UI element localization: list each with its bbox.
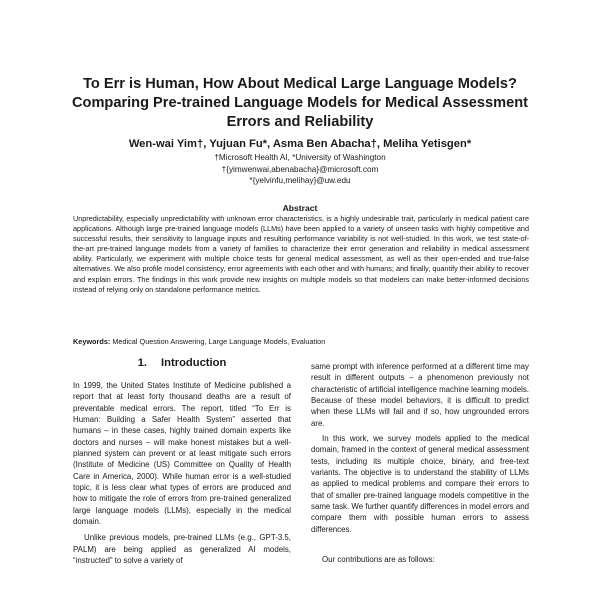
keywords-list: Medical Question Answering, Large Language Models, Evaluation xyxy=(112,337,326,346)
abstract-text: Unpredictability, especially unpredictability with unknown error characteristics, is a highly undesirable trait, particularly in medical patient care applications. Although large pre-trained language models (LLMs) have been applied to a variety of unseen tasks with highly competitive and successful results, their sensitivity to language inputs and resulting performance variability is not well-studied. In this work, we test state-of-the-art pre-trained language models from a variety of families to characterize their error generation and reliability in medical assessment ability. Particularly, we experiment with multiple choice tests for general medical assessment, as well as their open-ended and true-false alternatives. We also profile model consistency, error agreements with each other and with humans; and finally, quantify their ability to recover and explain errors. The findings in this work provide new insights on multiple models so that modelers can make better-informed decisions instead of relying only on standalone performance metrics. xyxy=(73,214,529,294)
keywords-label: Keywords: xyxy=(73,337,111,346)
title-line: Comparing Pre-trained Language Models for Medical Assessment xyxy=(71,95,529,111)
author-list: Wen-wai Yim†, Yujuan Fu*, Asma Ben Abacha†, Meliha Yetisgen* xyxy=(128,138,472,150)
right-column xyxy=(311,361,529,566)
title-line: Errors and Reliability xyxy=(226,114,374,130)
paragraph: Unlike previous models, pre-trained LLMs (e.g., GPT-3.5, PALM) are being applied as generalized AI models, “instructed” to solve a variety of xyxy=(73,533,291,566)
affiliations xyxy=(40,152,560,187)
contributions-lead: Our contributions are as follows: xyxy=(322,555,435,565)
section-number: 1. xyxy=(137,357,148,369)
section-heading xyxy=(73,356,291,370)
paragraph: In this work, we survey models applied to the medical domain, framed in the context of general medical assessment tests, including its multiple choice, binary, and free-text variants. The objective is to understand the stability of LLMs as applied to medical problems and compare their errors to that of smaller pre-trained language models competitive in the same task. We further quantify differences in model errors and compare them with possible human errors to assess differences. xyxy=(311,434,529,534)
left-column xyxy=(73,380,291,567)
abstract-heading: Abstract xyxy=(282,203,318,213)
affiliation-line: †Microsoft Health AI, *University of Washington xyxy=(214,153,386,162)
paragraph: In 1999, the United States Institute of Medicine published a report that at least forty thousand deaths are a result of preventable medical errors. The report, titled “To Err is Human: Building a Safer Health System” asserted that humans – in these cases, highly trained domain experts like doctors and nurses – will make honest mistakes but a well-planned system can prevent or at least mitigate such errors (Institute of Medicine (US) Committee on Quality of Health Care in America, 2000). While human error is a well-studied topic, it is less clear what types of errors are produced and how to mitigate the role of errors from pre-trained generalized large language models (LLMs), especially in the medical domain. xyxy=(73,381,291,527)
paper-title xyxy=(40,75,560,132)
section-title: Introduction xyxy=(161,357,227,369)
keywords-line xyxy=(73,337,543,347)
paragraph: same prompt with inference performed at a different time may result in different outputs – a phenomenon previously not characteristic of artificial intelligence machine learning models. Because of these model behaviors, it is difficult to predict when these LLMs will fail and if so, how ungrounded errors are. xyxy=(311,362,529,428)
affiliation-email: *{yelvinfu,melihay}@uw.edu xyxy=(249,176,351,185)
affiliation-email: †{yimwenwai,abenabacha}@microsoft.com xyxy=(221,164,379,174)
title-line: To Err is Human, How About Medical Large Language Models? xyxy=(83,76,517,92)
